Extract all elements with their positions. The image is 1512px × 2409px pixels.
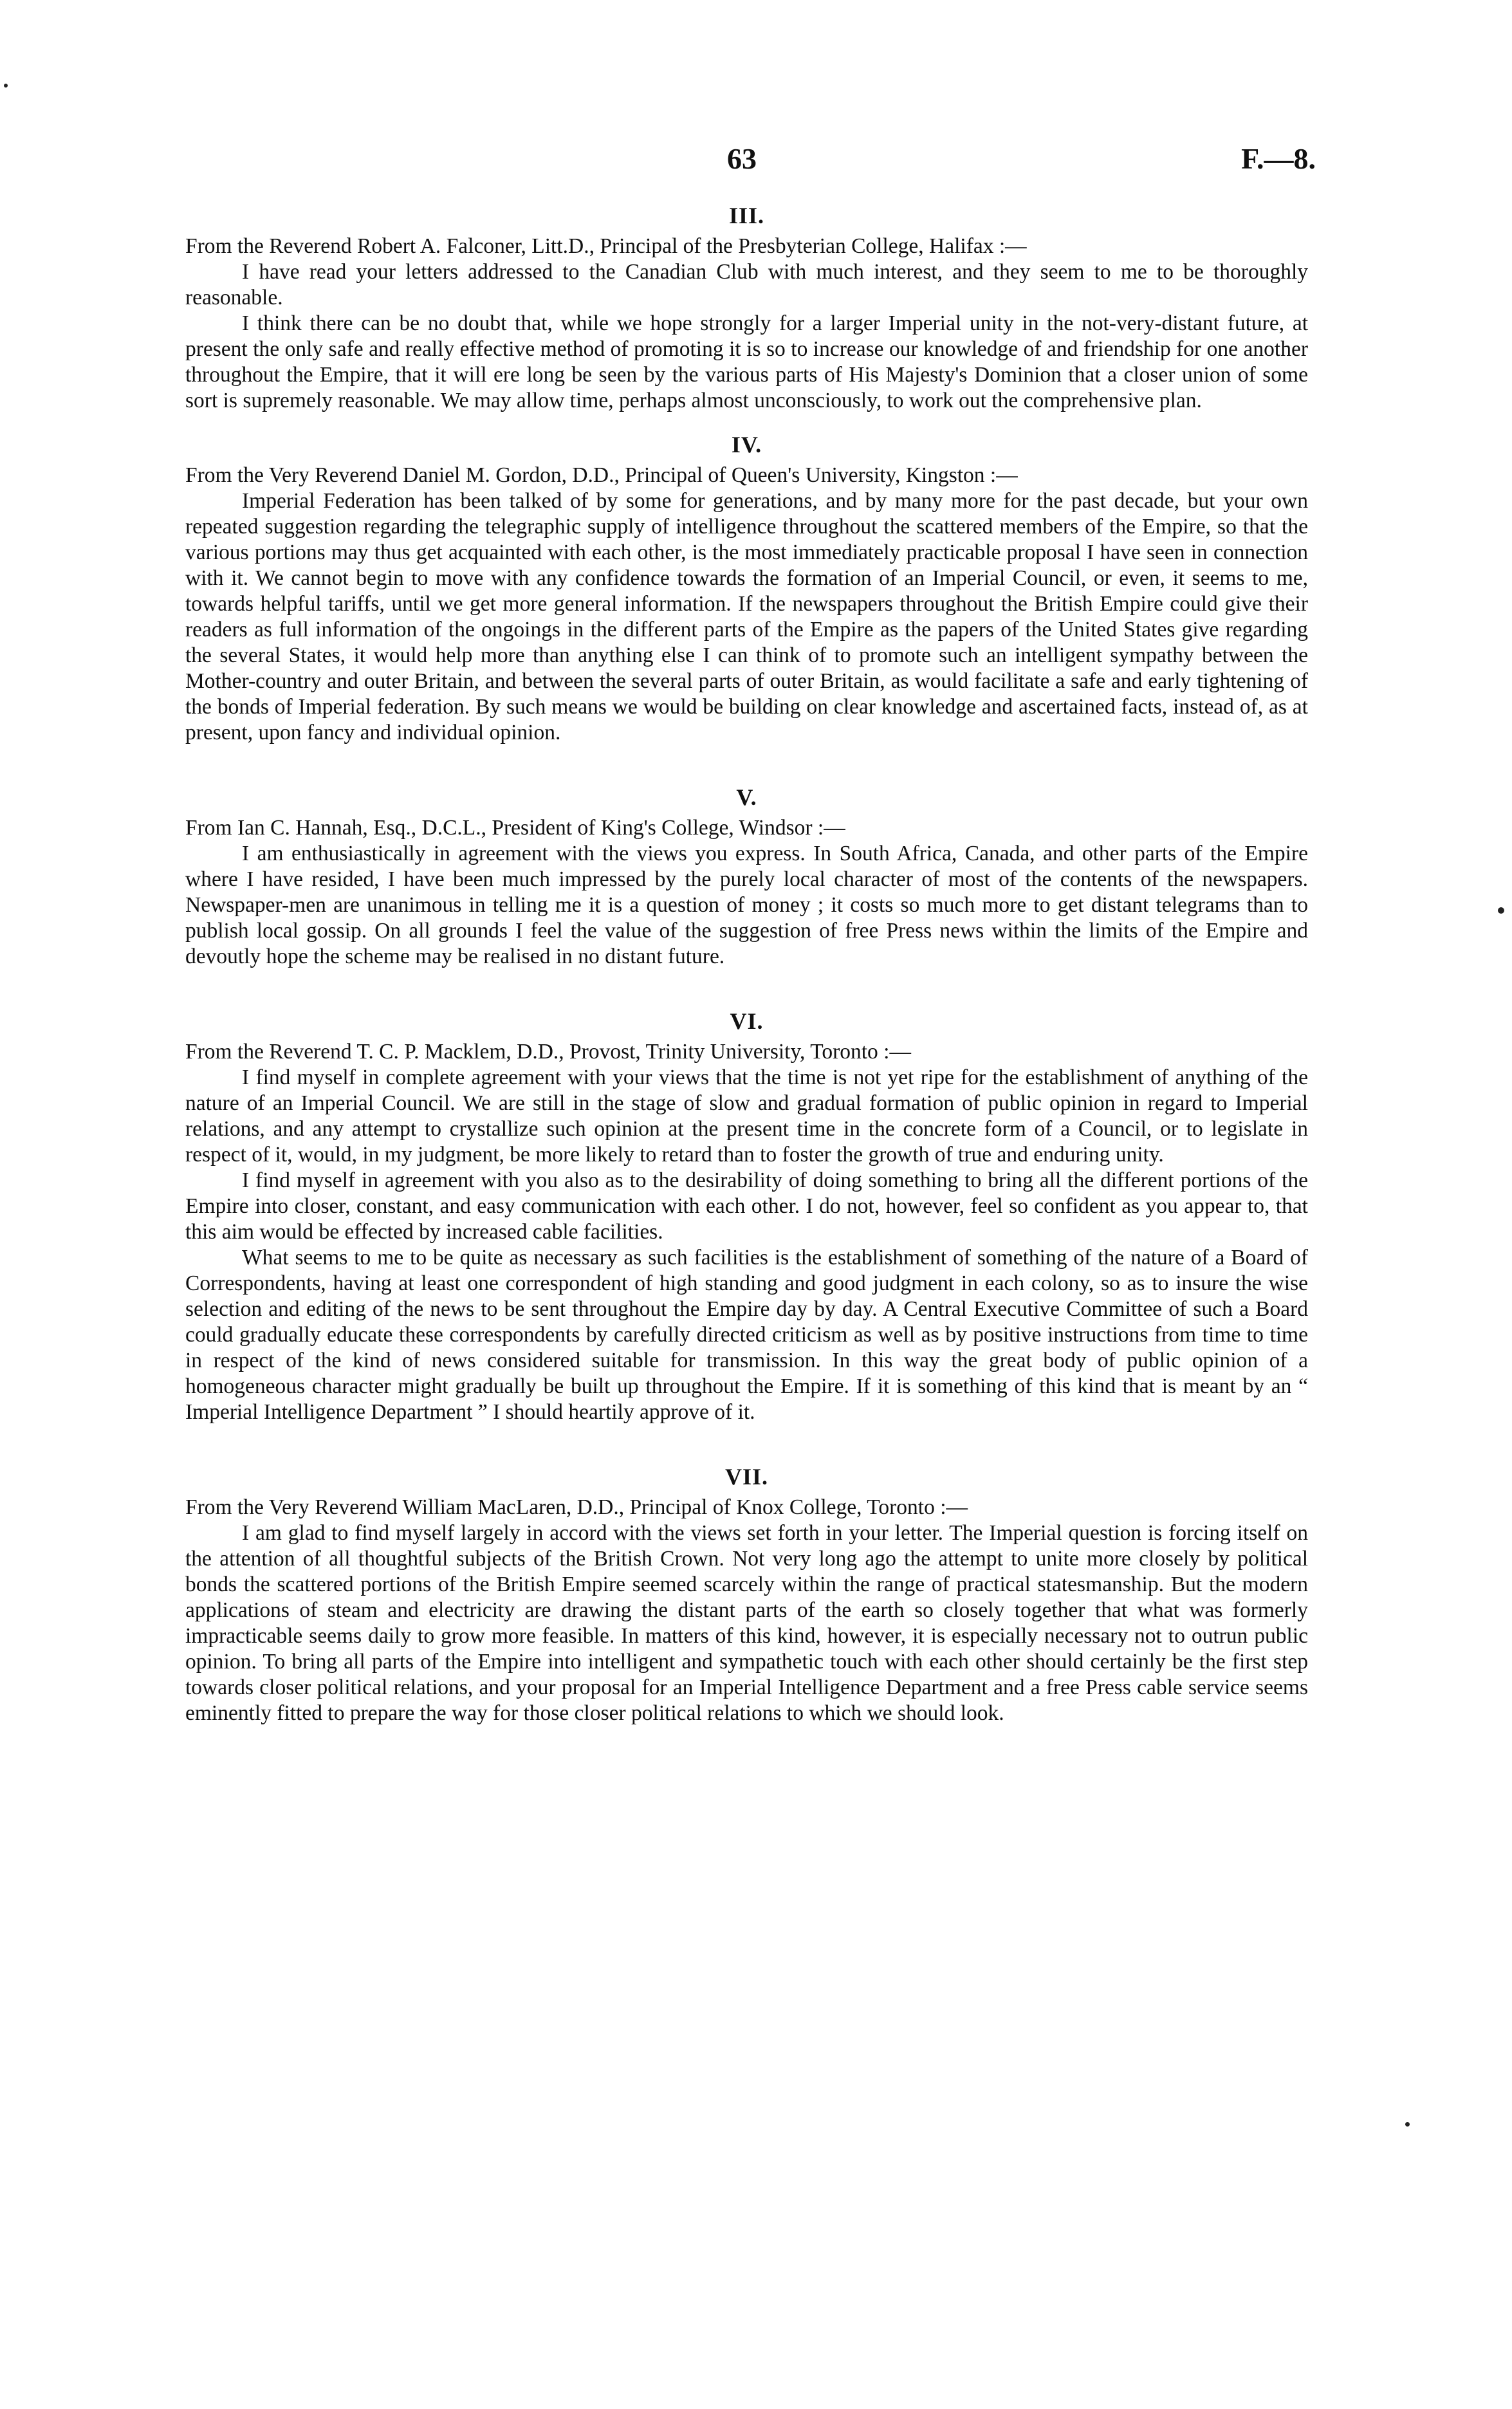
section-numeral: VII.	[724, 1464, 769, 1490]
page-number: 63	[727, 142, 757, 175]
letter-sender: From Ian C. Hannah, Esq., D.C.L., President of King's College, Windsor :—	[185, 816, 845, 840]
document-reference: F.—8.	[1241, 142, 1316, 175]
letter-sender: From the Reverend Robert A. Falconer, Litt.D., Principal of the Presbyterian College, Halifax :—	[185, 234, 1027, 258]
letter-paragraph: I am enthusiastically in agreement with the views you express. In South Africa, Canada, and other parts of the Empire where I have resided, I have been much impressed by the purely local character of most of the contents of the newspapers. Newspaper-men are unanimous in telling me it is a question of money ; it costs so much more to get distant telegrams than to publish local gossip. On all grounds I feel the value of the suggestion of free Press news within the limits of the Empire and devoutly hope the scheme may be realised in no distant future.	[185, 842, 1308, 968]
section-numeral: V.	[736, 784, 757, 810]
letter-section-iii	[185, 203, 1308, 414]
letter-paragraph: I find myself in agreement with you also as to the desirability of doing something to bring all the different portions of the Empire into closer, constant, and easy communication with each other. I do not, however, feel so confident as you appear to, that this aim would be effected by increased cable facilities.	[185, 1168, 1308, 1244]
letter-paragraph: I have read your letters addressed to the Canadian Club with much interest, and they seem to me to be thoroughly reasonable.	[185, 260, 1308, 309]
letter-paragraph: I think there can be no doubt that, while we hope strongly for a larger Imperial unity in the not-very-distant future, at present the only safe and really effective method of promoting it is so to increase our knowledge of and friendship for one another throughout the Empire, that it will ere long be seen by the various parts of His Majesty's Dominion that a closer union of some sort is supremely reasonable. We may allow time, perhaps almost unconsciously, to work out the comprehensive plan.	[185, 311, 1308, 412]
letters-body	[185, 203, 1308, 1744]
section-numeral: III.	[728, 203, 765, 228]
letter-sender: From the Very Reverend Daniel M. Gordon, D.D., Principal of Queen's University, Kingston :—	[185, 463, 1018, 487]
letter-section-vi	[185, 1008, 1308, 1425]
letter-paragraph: What seems to me to be quite as necessary as such facilities is the establishment of something of the nature of a Board of Correspondents, having at least one correspondent of high standing and good judgment in each colony, so as to insure the wise selection and editing of the news to be sent throughout the Empire day by day. A Central Executive Committee of such a Board could gradually educate these correspondents by carefully directed criticism as well as by positive instructions from time to time in respect of the kind of news considered suitable for transmission. In this way the great body of public opinion of a homogeneous character might gradually be built up throughout the Empire. If it is something of this kind that is meant by an “ Imperial Intelligence Department ” I should heartily approve of it.	[185, 1246, 1308, 1424]
section-numeral: VI.	[730, 1008, 764, 1034]
scan-speck	[4, 84, 8, 88]
letter-section-vii	[185, 1464, 1308, 1726]
letter-section-v	[185, 784, 1308, 970]
section-numeral: IV.	[731, 432, 762, 457]
letter-paragraph: Imperial Federation has been talked of by some for generations, and by many more for the past decade, but your own repeated suggestion regarding the telegraphic supply of intelligence throughout the scattered members of the Empire, so that the various portions may thus get acquainted with each other, is the most immediately practicable proposal I have seen in connection with it. We cannot begin to move with any confidence towards the formation of an Imperial Council, or even, it seems to me, towards helpful tariffs, until we get more general information. If the newspapers throughout the British Empire could give their readers as full information of the ongoings in the different parts of the Empire as the papers of the United States give regarding the several States, it would help more than anything else I can think of to promote such an intelligent sympathy between the Mother-country and outer Britain, and between the several parts of outer Britain, as would facilitate a safe and early tightening of the bonds of Imperial federation. By such means we would be building on clear knowledge and ascertained facts, instead of, as at present, upon fancy and individual opinion.	[185, 489, 1308, 744]
scan-speck	[1405, 2122, 1410, 2127]
letter-paragraph: I find myself in complete agreement with your views that the time is not yet ripe for the establishment of anything of the nature of an Imperial Council. We are still in the stage of slow and gradual formation of public opinion in regard to Imperial relations, and any attempt to crystallize such opinion at the present time in the concrete form of a Council, or to legislate in respect of it, would, in my judgment, be more likely to retard than to foster the growth of true and enduring unity.	[185, 1066, 1308, 1167]
scan-speck	[1498, 907, 1504, 914]
letter-sender: From the Very Reverend William MacLaren, D.D., Principal of Knox College, Toronto :—	[185, 1495, 968, 1519]
letter-paragraph: I am glad to find myself largely in accord with the views set forth in your letter. The Imperial question is forcing itself on the attention of all thoughtful subjects of the British Crown. Not very long ago the attempt to unite more closely by political bonds the scattered portions of the British Empire seemed scarcely within the range of practical statesmanship. But the modern applications of steam and electricity are drawing the distant parts of the earth so closely together that what was formerly impracticable seems daily to grow more feasible. In matters of this kind, however, it is especially necessary not to outrun public opinion. To bring all parts of the Empire into intelligent and sympathetic touch with each other should certainly be the first step towards closer political relations, and your proposal for an Imperial Intelligence Department and a free Press cable service seems eminently fitted to prepare the way for those closer political relations to which we should look.	[185, 1521, 1308, 1725]
letter-sender: From the Reverend T. C. P. Macklem, D.D., Provost, Trinity University, Toronto :—	[185, 1040, 911, 1064]
letter-section-iv	[185, 432, 1308, 746]
